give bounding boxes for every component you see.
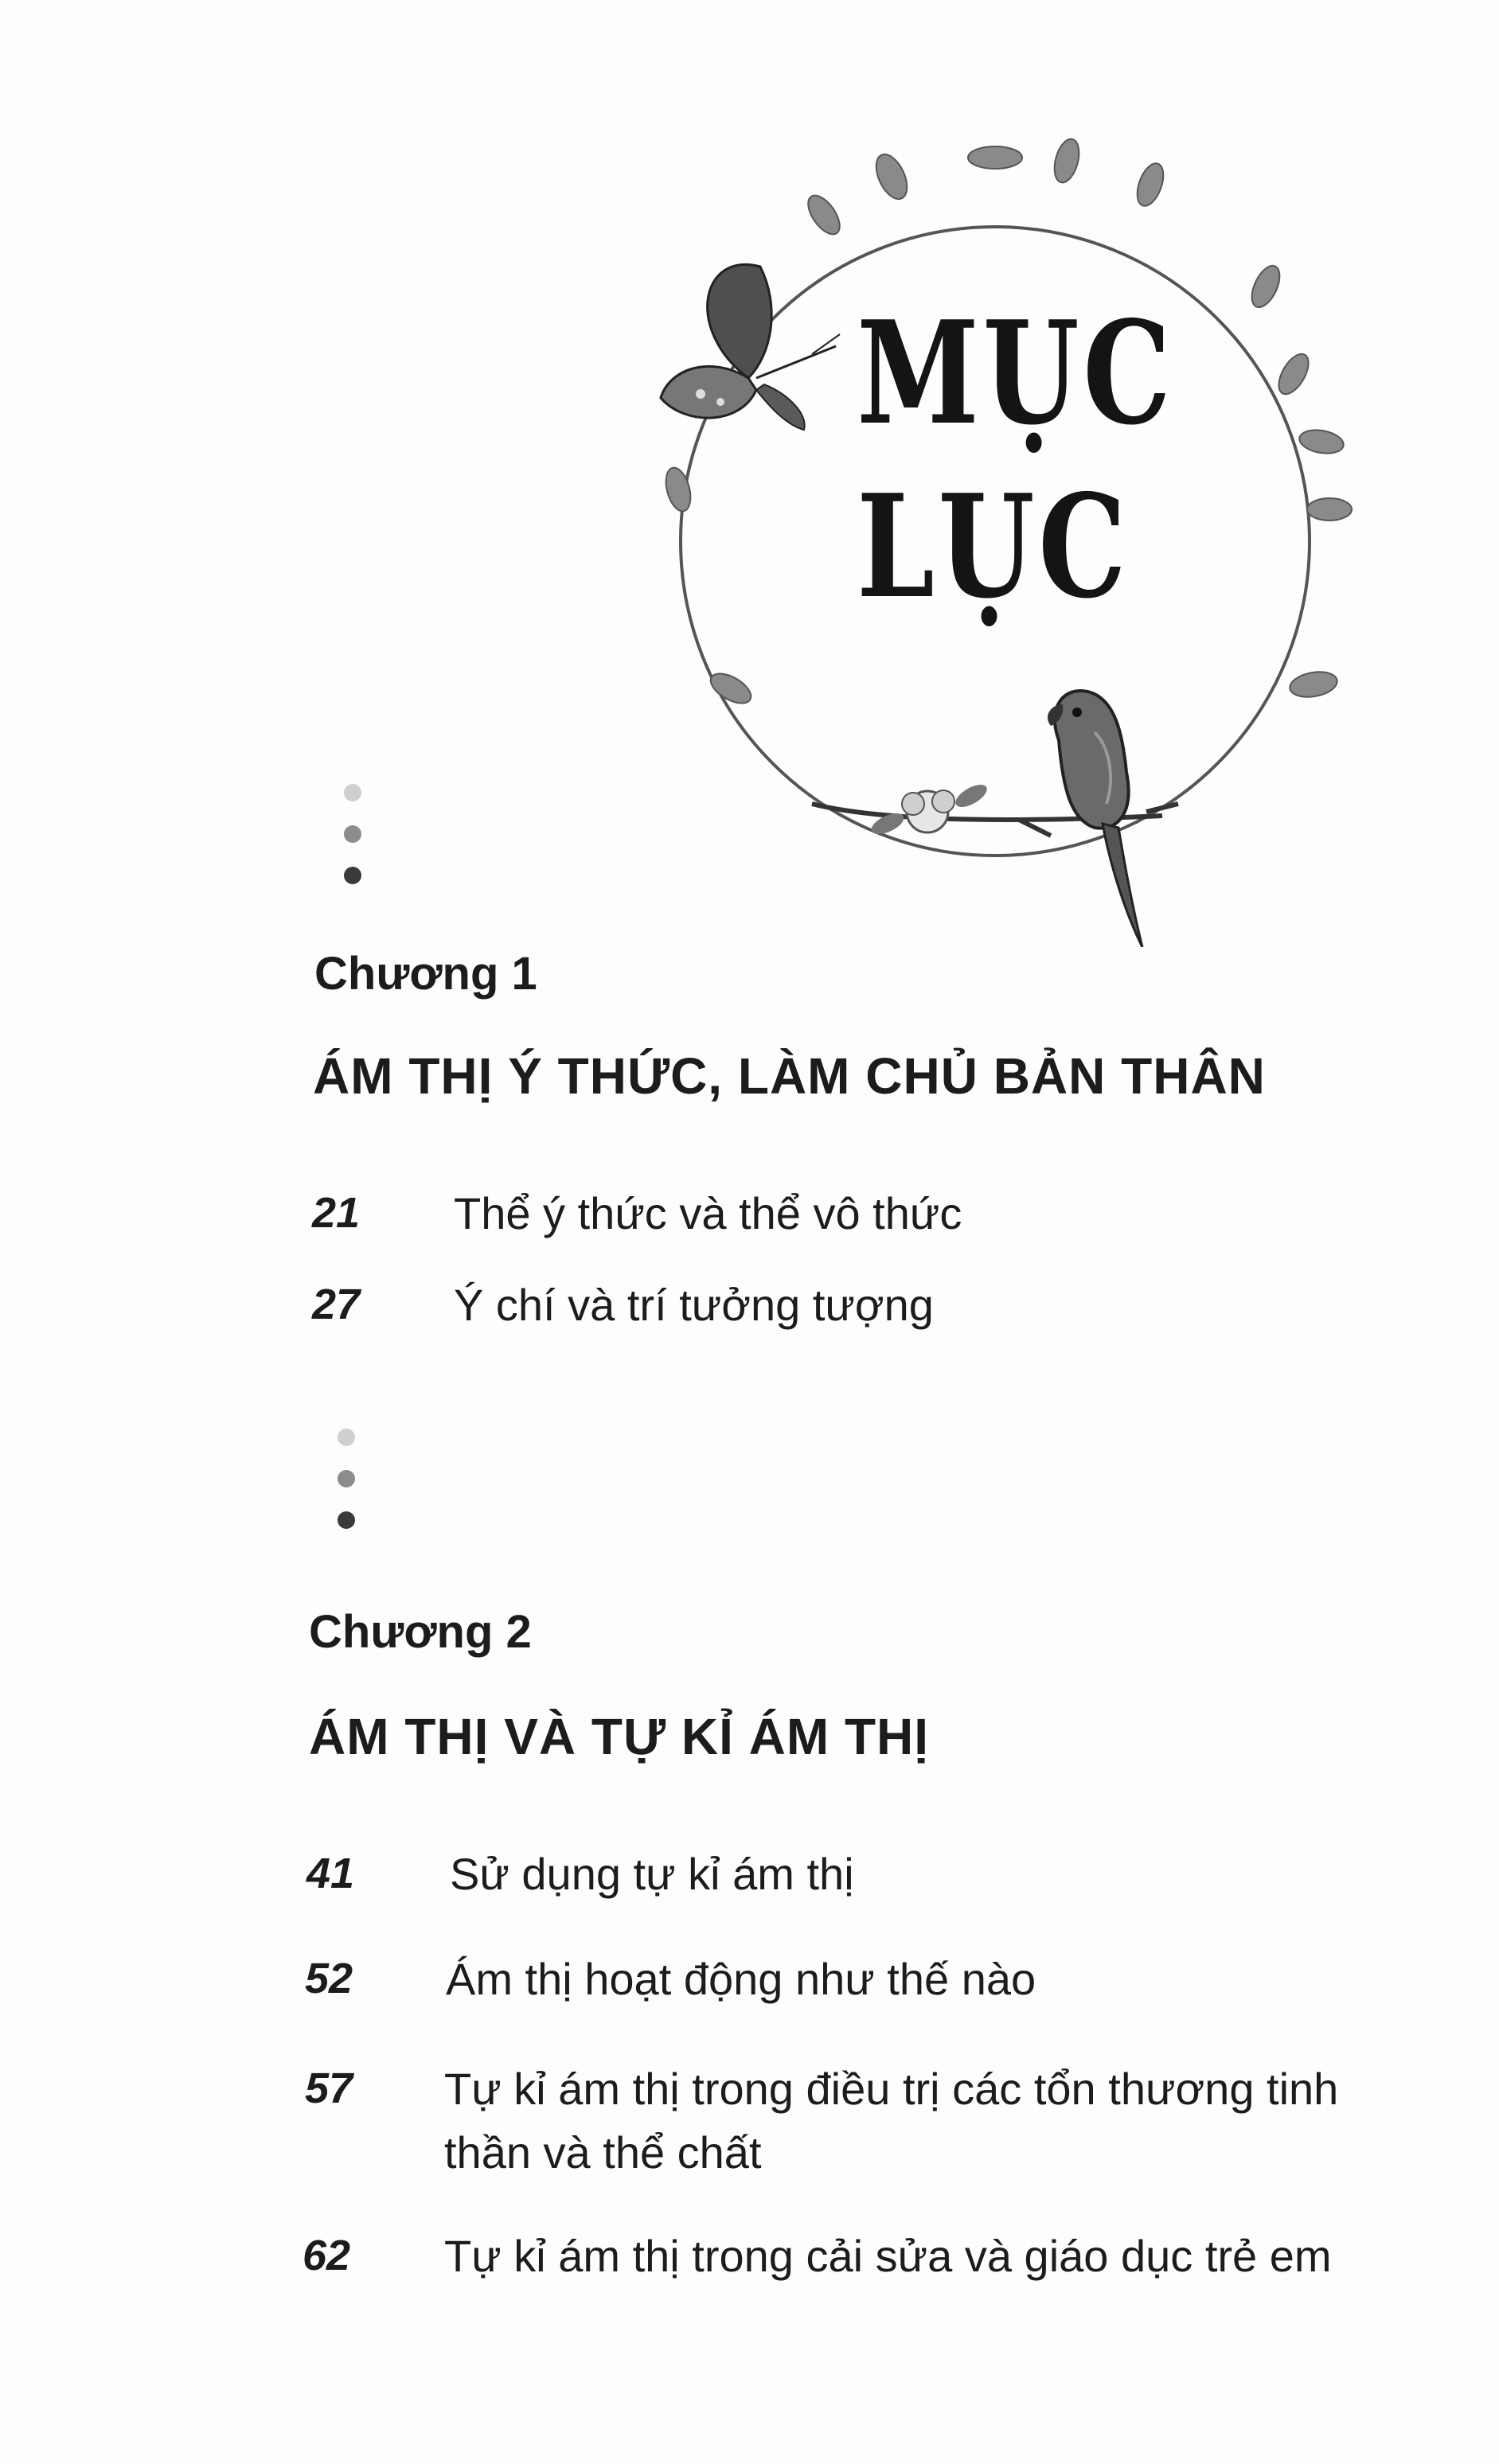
chapter-2-title: ÁM THỊ VÀ TỰ KỈ ÁM THỊ — [309, 1708, 930, 1765]
toc-entry-text: Sử dụng tự kỉ ám thị — [450, 1849, 854, 1899]
flower-icon — [869, 780, 990, 838]
chapter-1-label: Chương 1 — [314, 948, 537, 1000]
toc-entry-text: Tự kỉ ám thị trong điều trị các tổn thương tinh thần và thể chất — [444, 2064, 1339, 2177]
toc-entry-page: 41 — [306, 1850, 355, 1897]
toc-entry-text: Tự kỉ ám thị trong cải sửa và giáo dục trẻ em — [444, 2231, 1332, 2281]
toc-entry-text: Thể ý thức và thể vô thức — [454, 1188, 962, 1238]
toc-entry-page: 52 — [305, 1955, 353, 2002]
page-title — [857, 287, 1175, 634]
toc-entry-text: Ám thị hoạt động như thế nào — [446, 1954, 1036, 2004]
toc-entry-page: 57 — [305, 2064, 353, 2112]
toc-entry-text: Ý chí và trí tưởng tượng — [454, 1280, 934, 1330]
dot-dark — [344, 867, 361, 884]
dot-dark — [338, 1511, 355, 1529]
dot-medium — [338, 1470, 355, 1487]
dot-light — [344, 784, 361, 801]
butterfly-icon — [661, 264, 840, 430]
chapter-2-label: Chương 2 — [309, 1606, 532, 1658]
toc-entry-page: 21 — [312, 1189, 361, 1237]
dot-medium — [344, 825, 361, 843]
chapter-1-title: ÁM THỊ Ý THỨC, LÀM CHỦ BẢN THÂN — [313, 1047, 1266, 1105]
toc-entry-page: 27 — [312, 1281, 361, 1328]
toc-entry-page: 62 — [303, 2232, 351, 2279]
title-line-2: LỤC — [857, 463, 1130, 630]
dot-light — [338, 1429, 355, 1446]
title-line-1: MỤC — [857, 290, 1175, 456]
